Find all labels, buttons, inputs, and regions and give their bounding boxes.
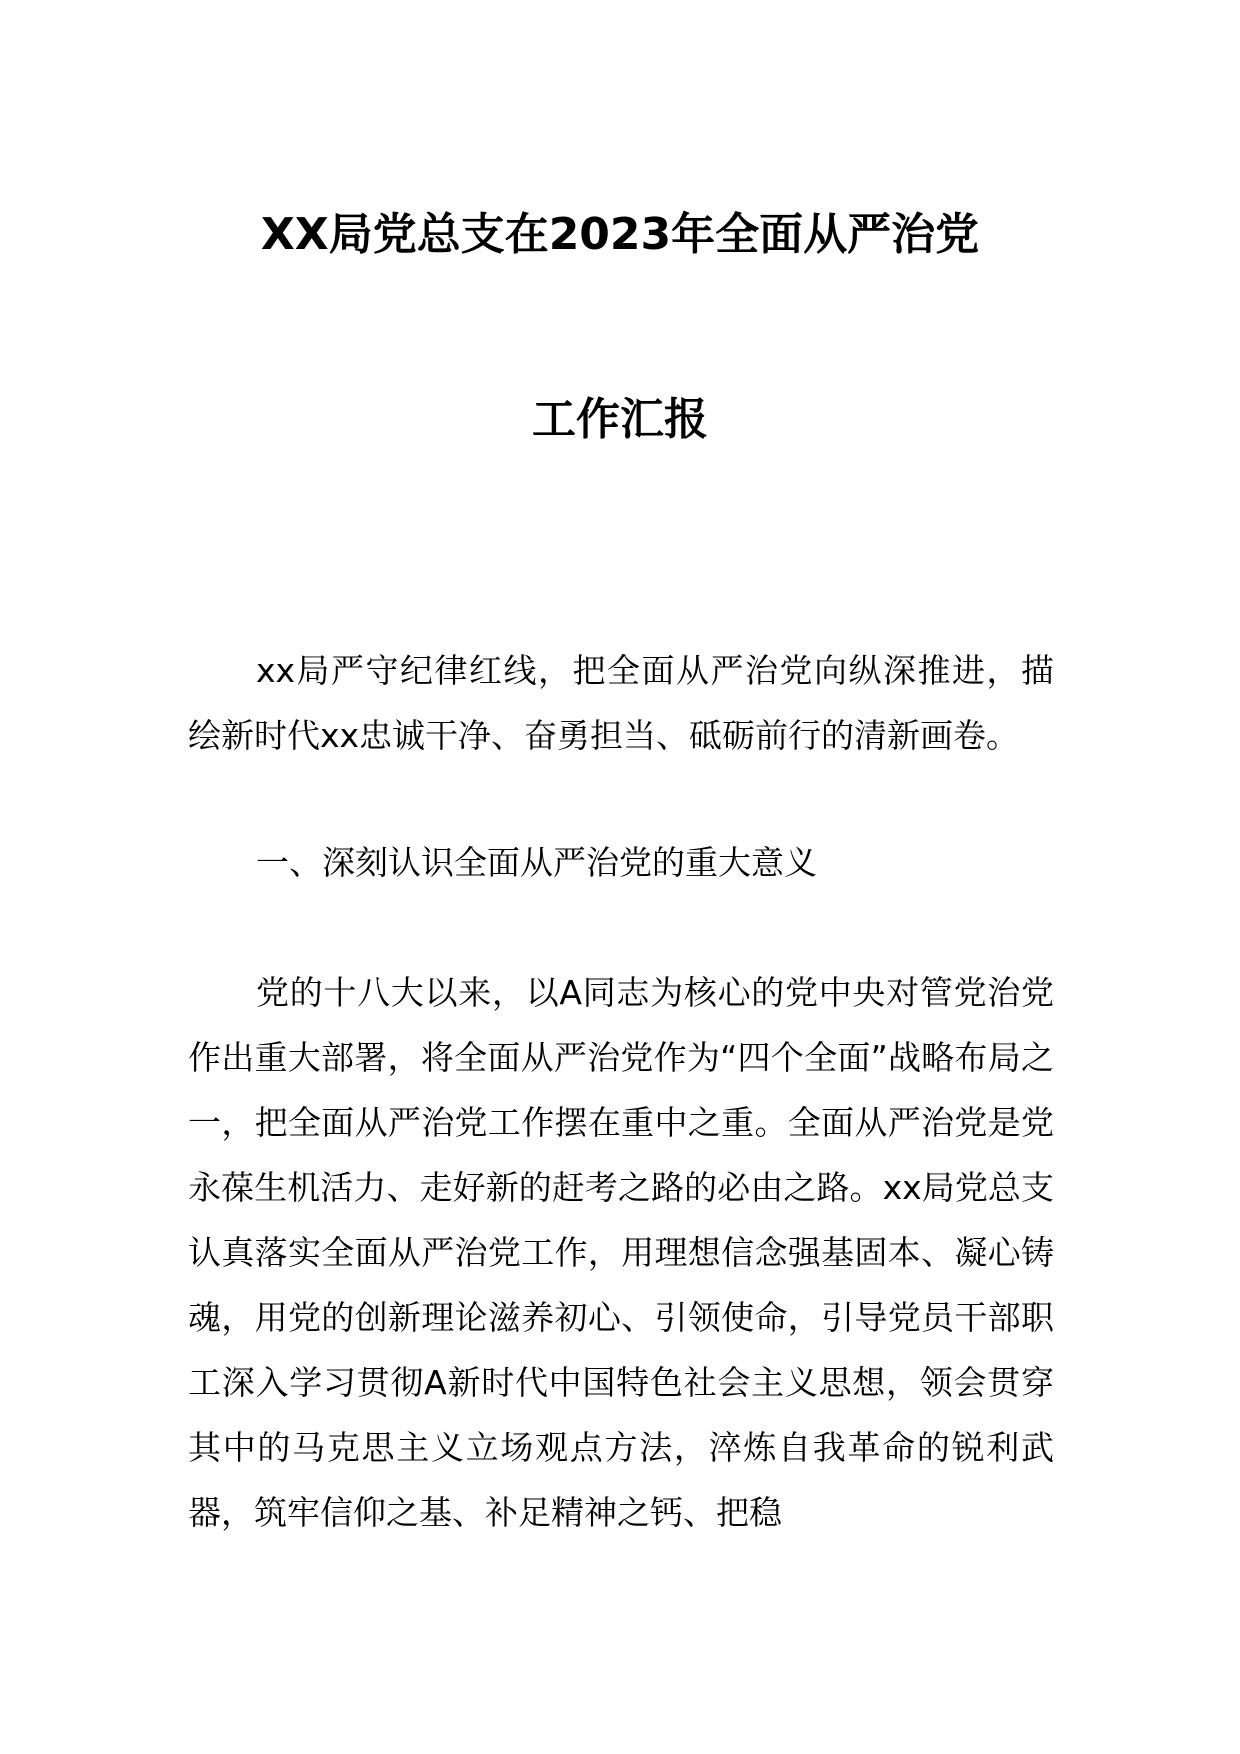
body-paragraph: 党的十八大以来，以A同志为核心的党中央对管党治党作出重大部署，将全面从严治党作为“四个全面”战略布局之一，把全面从严治党工作摆在重中之重。全面从严治党是党永葆生机活力、走好新的赶考之路的必由之路。xx局党总支认真落实全面从严治党工作，用理想信念强基固本、凝心铸魂，用党的创新理论滋养初心、引领使命，引导党员干部职工深入学习贯彻A新时代中国特色社会主义思想，领会贯穿其中的马克思主义立场观点方法，淬炼自我革命的锐利武器，筑牢信仰之基、补足精神之钙、把稳 — [188, 973, 1054, 1532]
document-title-line-1: XX局党总支在2023年全面从严治党 — [260, 209, 980, 260]
intro-paragraph: xx局严守纪律红线，把全面从严治党向纵深推进，描绘新时代xx忠诚干净、奋勇担当、砥砺前行的清新画卷。 — [188, 651, 1054, 755]
section-heading: 一、深刻认识全面从严治党的重大意义 — [256, 843, 817, 882]
document-title-line-2: 工作汇报 — [532, 394, 708, 445]
